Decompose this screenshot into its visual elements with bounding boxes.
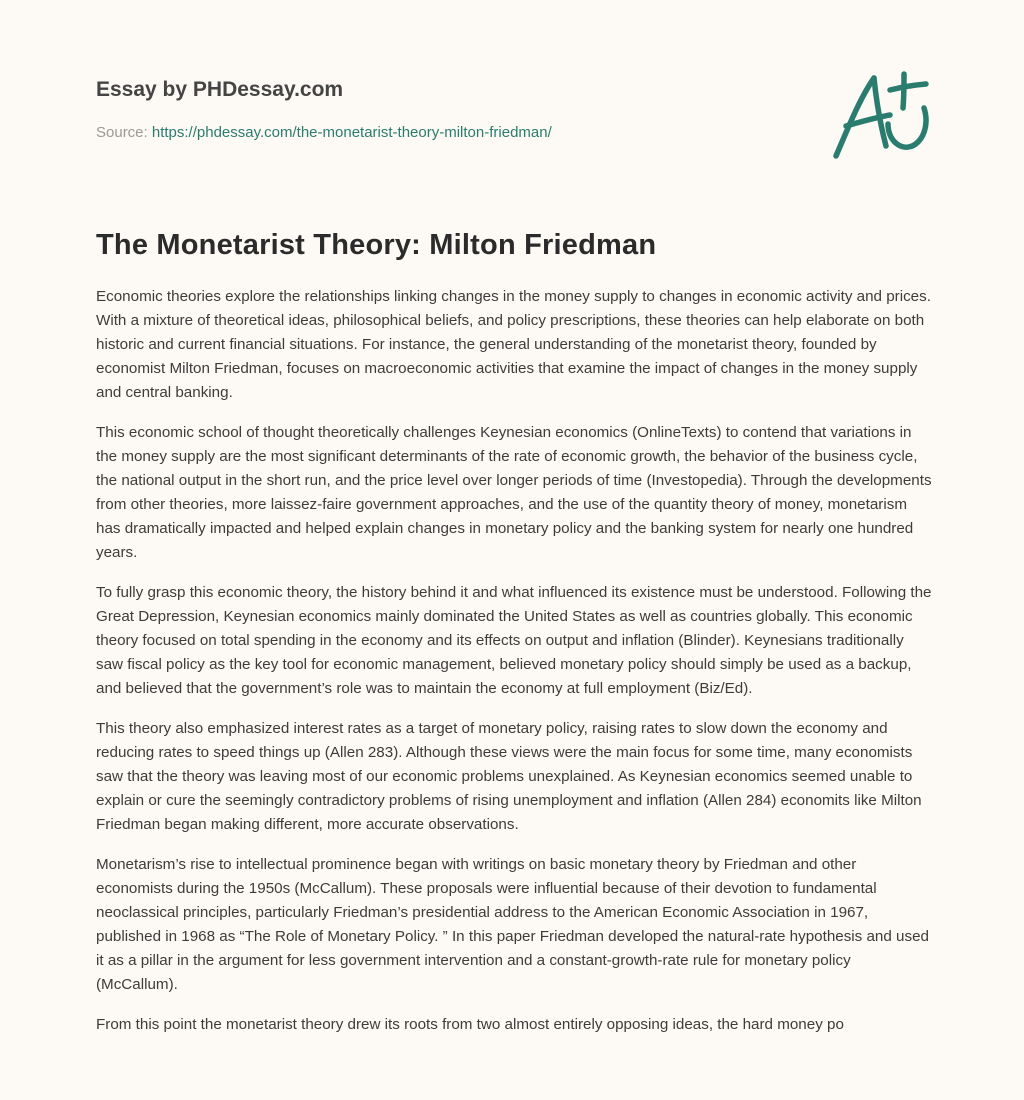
a-plus-logo-icon xyxy=(830,68,934,164)
paragraph: This theory also emphasized interest rates as a target of monetary policy, raising rates to slow down the economy and reducing rates to speed things up (Allen 283). Although these views were the main focus for some time, many economists saw that the theory was leaving most of our economic problems unexplained. As Keynesian economics seemed unable to explain or cure the seemingly contradictory problems of rising unemployment and inflation (Allen 284) economits like Milton Friedman began making different, more accurate observations. xyxy=(96,720,922,833)
paragraph: Monetarism’s rise to intellectual prominence began with writings on basic monetary theory by Friedman and other economists during the 1950s (McCallum). These proposals were influential because of their devotion to fundamental neoclassical principles, particularly Friedman’s presidential address to the American Economic Association in 1967, published in 1968 as “The Role of Monetary Policy. ” In this paper Friedman developed the natural-rate hypothesis and used it as a pillar in the argument for less government intervention and a constant-growth-rate rule for monetary policy (McCallum). xyxy=(96,856,929,993)
source-line xyxy=(96,122,552,144)
paragraph: Economic theories explore the relationships linking changes in the money supply to changes in economic activity and prices. With a mixture of theoretical ideas, philosophical beliefs, and policy prescriptions, these theories can help elaborate on both historic and current financial situations. For instance, the general understanding of the monetarist theory, founded by economist Milton Friedman, focuses on macroeconomic activities that examine the impact of changes in the money supply and central banking. xyxy=(96,288,931,401)
header xyxy=(96,0,932,200)
source-link[interactable]: https://phdessay.com/the-monetarist-theory-milton-friedman/ xyxy=(151,124,552,141)
source-label: Source: xyxy=(96,124,148,141)
essay-body xyxy=(96,285,932,1053)
paragraph: This economic school of thought theoretically challenges Keynesian economics (OnlineTexts) to contend that variations in the money supply are the most significant determinants of the rate of economic growth, the behavior of the business cycle, the national output in the short run, and the price level over longer periods of time (Investopedia). Through the developments from other theories, more laissez-faire government approaches, and the use of the quantity theory of money, monetarism has dramatically impacted and helped explain changes in monetary policy and the banking system for nearly one hundred years. xyxy=(96,424,932,561)
paragraph: To fully grasp this economic theory, the history behind it and what influenced its existence must be understood. Following the Great Depression, Keynesian economics mainly dominated the United States as well as countries globally. This economic theory focused on total spending in the economy and its effects on output and inflation (Blinder). Keynesians traditionally saw fiscal policy as the key tool for economic management, believed monetary policy should simply be used as a backup, and believed that the government’s role was to maintain the economy at full employment (Biz/Ed). xyxy=(96,584,932,697)
essay-title: The Monetarist Theory: Milton Friedman xyxy=(96,229,657,261)
essay-page xyxy=(96,0,932,1033)
site-brand: Essay by PHDessay.com xyxy=(96,78,344,101)
paragraph: From this point the monetarist theory drew its roots from two almost entirely opposing ideas, the hard money po xyxy=(96,1016,844,1033)
